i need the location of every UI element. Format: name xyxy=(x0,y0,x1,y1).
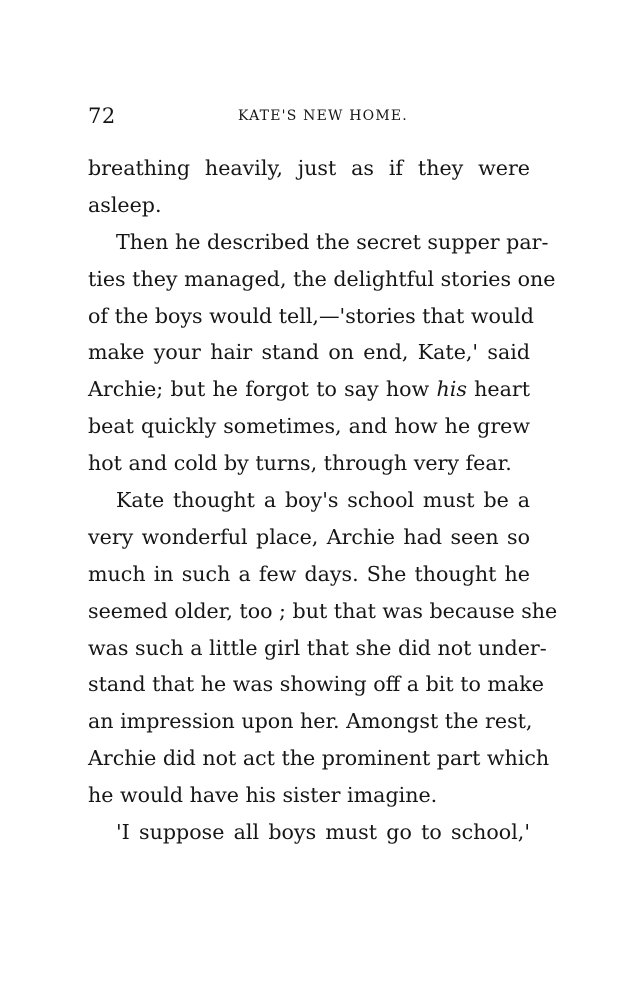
text-line: an impression upon her. Amongst the rest, xyxy=(88,709,533,734)
text-line: hot and cold by turns, through very fear. xyxy=(88,451,512,476)
body-text xyxy=(88,150,558,851)
emphasized-word: his xyxy=(436,377,467,402)
text-line: Kate thought a boy's school must be a xyxy=(116,488,530,513)
text-fragment: heart xyxy=(474,377,531,402)
text-line: asleep. xyxy=(88,192,162,217)
text-line: of the boys would tell,—'stories that would xyxy=(88,303,534,328)
text-line: ties they managed, the delightful stories one xyxy=(88,266,556,291)
text-line: 'I suppose all boys must go to school,' xyxy=(116,820,530,845)
text-line: Archie did not act the prominent part which xyxy=(88,746,550,771)
text-line: beat quickly sometimes, and how he grew xyxy=(88,414,530,439)
running-title: KATE'S NEW HOME. xyxy=(238,108,408,124)
text-line: Then he described the secret supper par- xyxy=(116,229,549,254)
text-line: he would have his sister imagine. xyxy=(88,783,438,808)
text-line: stand that he was showing off a bit to make xyxy=(88,672,544,697)
text-fragment: Archie; but he forgot to say how xyxy=(88,377,430,402)
text-line: very wonderful place, Archie had seen so xyxy=(88,524,530,549)
text-line: breathing heavily, just as if they were xyxy=(88,156,530,180)
page-header xyxy=(88,104,532,134)
text-line: make your hair stand on end, Kate,' said xyxy=(88,340,530,365)
page-number: 72 xyxy=(88,104,116,128)
text-line: much in such a few days. She thought he xyxy=(88,561,530,586)
text-line: seemed older, too ; but that was because she xyxy=(88,598,558,623)
text-line-with-emphasis xyxy=(88,371,530,408)
text-line: was such a little girl that she did not under- xyxy=(88,635,547,660)
